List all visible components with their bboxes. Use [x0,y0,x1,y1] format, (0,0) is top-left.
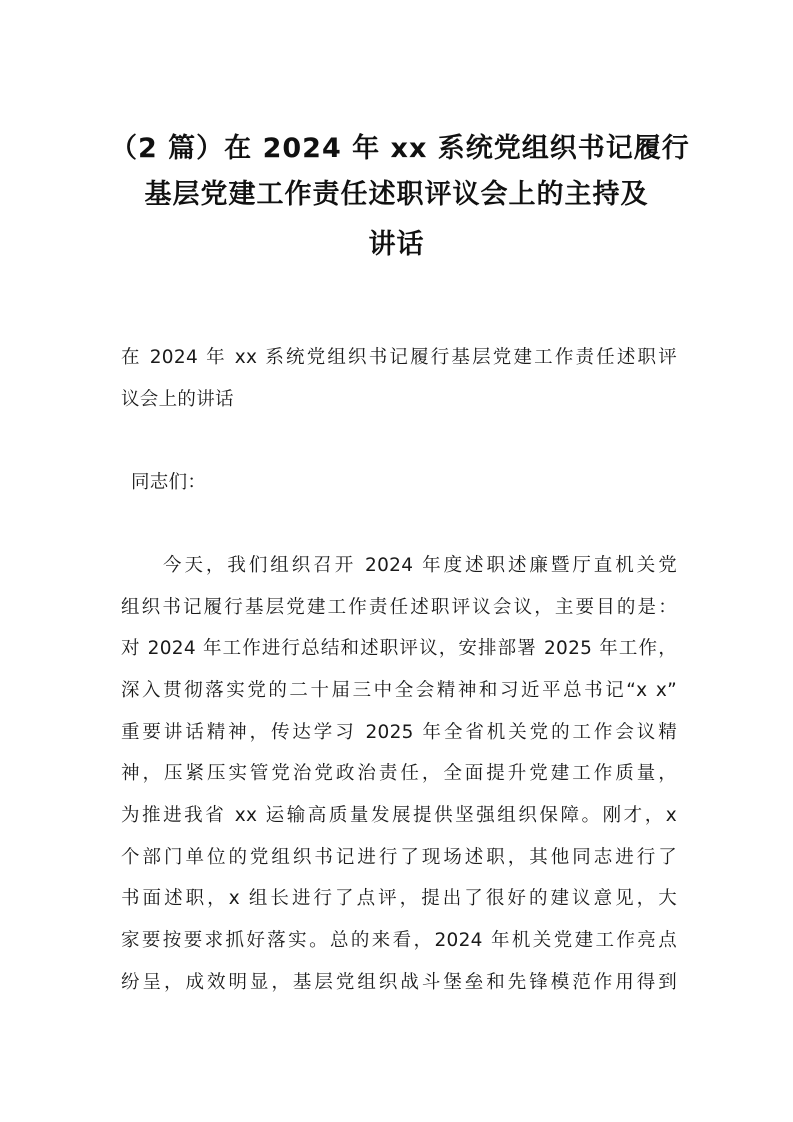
body-line-2: 组织书记履行基层党建工作责任述职评议会议，主要目的是： [121,597,677,618]
body-line-11: 纷呈，成效明显，基层党组织战斗堡垒和先锋模范作用得到 [121,972,677,993]
body-line-6: 神，压紧压实管党治党政治责任，全面提升党建工作质量， [121,763,677,784]
document-title-line-2: 基层党建工作责任述职评议会上的主持及 [144,179,649,210]
body-line-4: 深入贯彻落实党的二十届三中全会精神和习近平总书记“x x” [121,680,677,701]
document-title-line-1: （2 篇）在 2024 年 xx 系统党组织书记履行 [110,133,690,164]
salutation: 同志们： [131,472,207,493]
body-line-3: 对 2024 年工作进行总结和述职评议，安排部署 2025 年工作， [121,638,677,659]
body-line-8: 个部门单位的党组织书记进行了现场述职，其他同志进行了 [121,847,677,868]
subtitle-line-2: 议会上的讲话 [121,389,234,410]
subtitle-line-1: 在 2024 年 xx 系统党组织书记履行基层党建工作责任述职评 [121,347,677,368]
body-line-5: 重要讲话精神，传达学习 2025 年全省机关党的工作会议精 [121,722,677,743]
document-title-line-3: 讲话 [368,229,425,260]
body-line-10: 家要按要求抓好落实。总的来看，2024 年机关党建工作亮点 [121,930,677,951]
body-line-7: 为推进我省 xx 运输高质量发展提供坚强组织保障。刚才，x [121,805,677,826]
body-line-1: 今天，我们组织召开 2024 年度述职述廉暨厅直机关党 [163,555,677,576]
body-line-9: 书面述职，x 组长进行了点评，提出了很好的建议意见，大 [121,888,677,909]
